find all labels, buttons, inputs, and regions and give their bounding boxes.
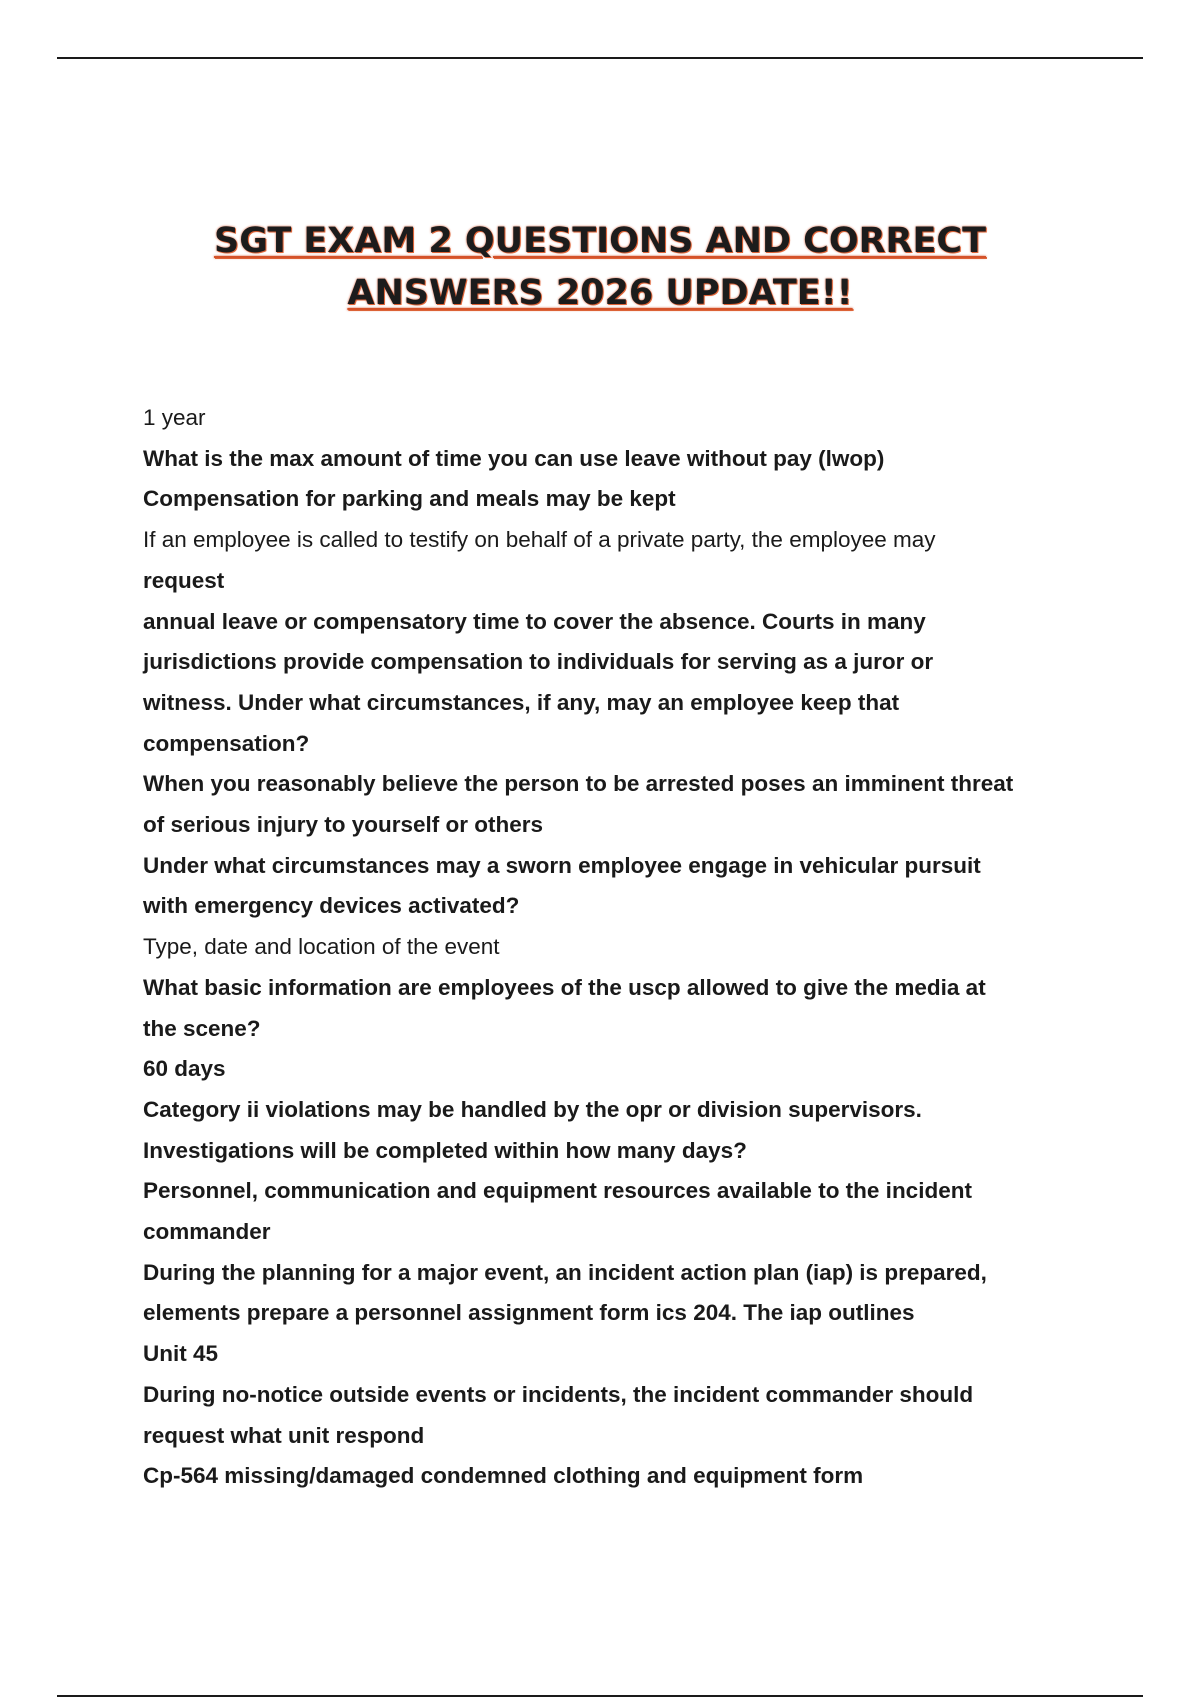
- top-rule: [57, 57, 1143, 59]
- body-line: request: [143, 567, 225, 593]
- body-line: Compensation for parking and meals may be kept: [143, 486, 676, 512]
- body-line: witness. Under what circumstances, if any, may an employee keep that: [143, 689, 900, 715]
- body-line: jurisdictions provide compensation to individuals for serving as a juror or: [143, 649, 934, 675]
- body-line: commander: [143, 1219, 271, 1245]
- body-line: 60 days: [143, 1056, 226, 1082]
- body-line: During no-notice outside events or incidents, the incident commander should: [143, 1381, 974, 1407]
- body-line: When you reasonably believe the person to be arrested poses an imminent threat: [143, 771, 1014, 797]
- body-line: the scene?: [143, 1015, 261, 1041]
- body-line: elements prepare a personnel assignment form ics 204. The iap outlines: [143, 1300, 915, 1326]
- body-line: Under what circumstances may a sworn employee engage in vehicular pursuit: [143, 852, 981, 878]
- body-line: Category ii violations may be handled by the opr or division supervisors.: [143, 1096, 922, 1122]
- bottom-rule: [57, 1695, 1143, 1697]
- body-line: annual leave or compensatory time to cover the absence. Courts in many: [143, 608, 926, 634]
- document-body: [143, 398, 1083, 1497]
- body-line: What is the max amount of time you can use leave without pay (lwop): [143, 445, 885, 471]
- body-line: What basic information are employees of the uscp allowed to give the media at: [143, 974, 986, 1000]
- body-line: 1 year: [143, 405, 206, 430]
- title-line-2: ANSWERS 2026 UPDATE!!: [347, 273, 853, 313]
- body-line: Cp-564 missing/damaged condemned clothing and equipment form: [143, 1463, 864, 1489]
- body-line: with emergency devices activated?: [143, 893, 520, 919]
- body-line: Unit 45: [143, 1341, 219, 1367]
- body-line: compensation?: [143, 730, 310, 756]
- body-line: Personnel, communication and equipment resources available to the incident: [143, 1178, 972, 1204]
- body-line: request what unit respond: [143, 1422, 425, 1448]
- document-title: [100, 215, 1100, 319]
- body-line: If an employee is called to testify on behalf of a private party, the employee may: [143, 527, 936, 553]
- body-line: of serious injury to yourself or others: [143, 812, 544, 838]
- title-line-1: SGT EXAM 2 QUESTIONS AND CORRECT: [214, 221, 986, 261]
- body-line: During the planning for a major event, an incident action plan (iap) is prepared,: [143, 1259, 987, 1285]
- body-line: Type, date and location of the event: [143, 934, 500, 960]
- body-line: Investigations will be completed within how many days?: [143, 1137, 747, 1163]
